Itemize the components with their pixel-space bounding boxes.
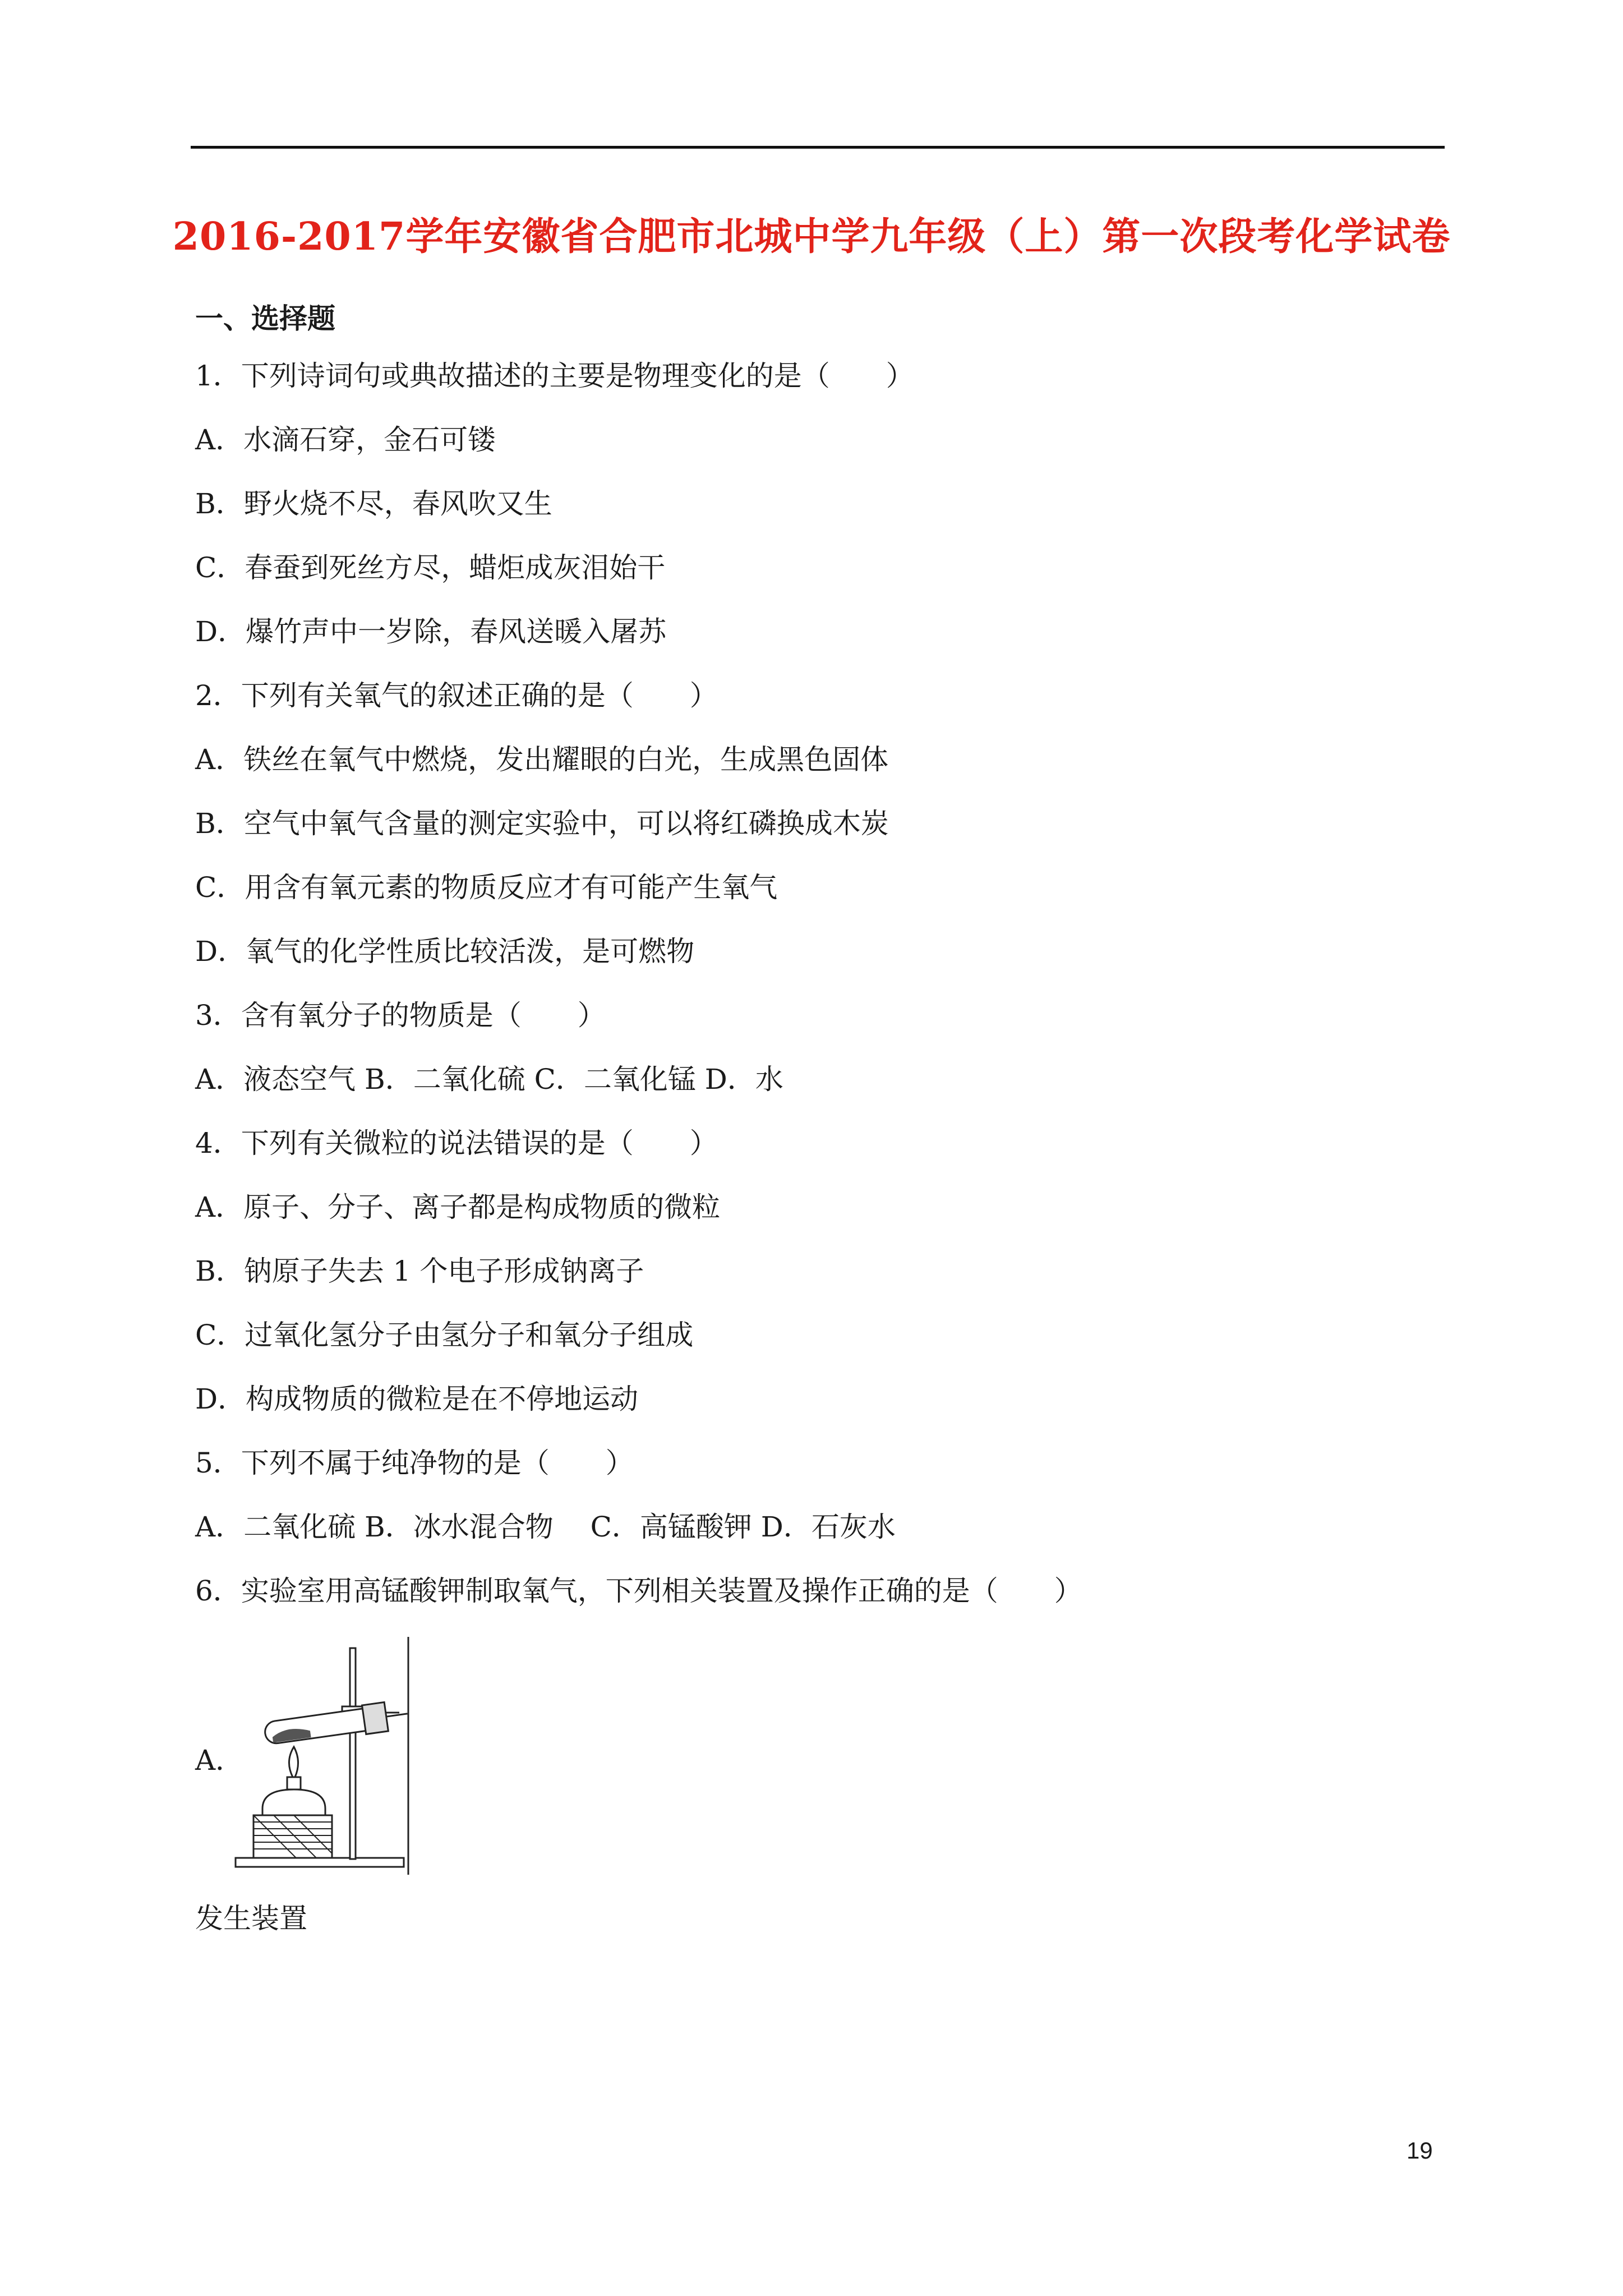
option-line: A．原子、分子、离子都是构成物质的微粒 — [195, 1191, 721, 1223]
page-title: 2016-2017学年安徽省合肥市北城中学九年级（上）第一次段考化学试卷 — [172, 214, 1451, 259]
option-line: D．氧气的化学性质比较活泼，是可燃物 — [195, 935, 695, 968]
option-line: C．过氧化氢分子由氢分子和氧分子组成 — [195, 1319, 694, 1351]
header-rule — [191, 146, 1445, 149]
option-line: D．爆竹声中一岁除，春风送暖入屠苏 — [195, 615, 667, 648]
option-line: B．野火烧不尽，春风吹又生 — [195, 487, 552, 520]
option-line: A．液态空气 B．二氧化硫 C．二氧化锰 D．水 — [195, 1063, 783, 1096]
question-line: 4．下列有关微粒的说法错误的是（ ） — [195, 1127, 718, 1159]
question-line: 5．下列不属于纯净物的是（ ） — [195, 1447, 634, 1479]
option-line: B．钠原子失去 1 个电子形成钠离子 — [195, 1255, 644, 1287]
option-line: A．二氧化硫 B．冰水混合物 C．高锰酸钾 D．石灰水 — [195, 1511, 896, 1543]
apparatus-illustration — [231, 1637, 411, 1875]
option-line: B．空气中氧气含量的测定实验中，可以将红磷换成木炭 — [195, 807, 889, 840]
option-line: D．构成物质的微粒是在不停地运动 — [195, 1383, 639, 1415]
option-line: A．铁丝在氧气中燃烧，发出耀眼的白光，生成黑色固体 — [195, 743, 889, 776]
question-line: 1．下列诗词句或典故描述的主要是物理变化的是（ ） — [195, 360, 914, 392]
question-line: 2．下列有关氧气的叙述正确的是（ ） — [195, 679, 718, 712]
question-line: 3．含有氧分子的物质是（ ） — [195, 999, 606, 1032]
figure-option-label: A． — [195, 1744, 244, 1777]
option-line: C．用含有氧元素的物质反应才有可能产生氧气 — [195, 871, 778, 904]
option-line: A．水滴石穿，金石可镂 — [195, 424, 496, 456]
option-line: C．春蚕到死丝方尽，蜡炬成灰泪始干 — [195, 551, 666, 584]
section-heading: 一、选择题 — [195, 302, 335, 335]
figure-caption: 发生装置 — [195, 1902, 307, 1935]
page-number: 19 — [1407, 2137, 1433, 2164]
question-line: 6．实验室用高锰酸钾制取氧气，下列相关装置及操作正确的是（ ） — [195, 1575, 1082, 1607]
